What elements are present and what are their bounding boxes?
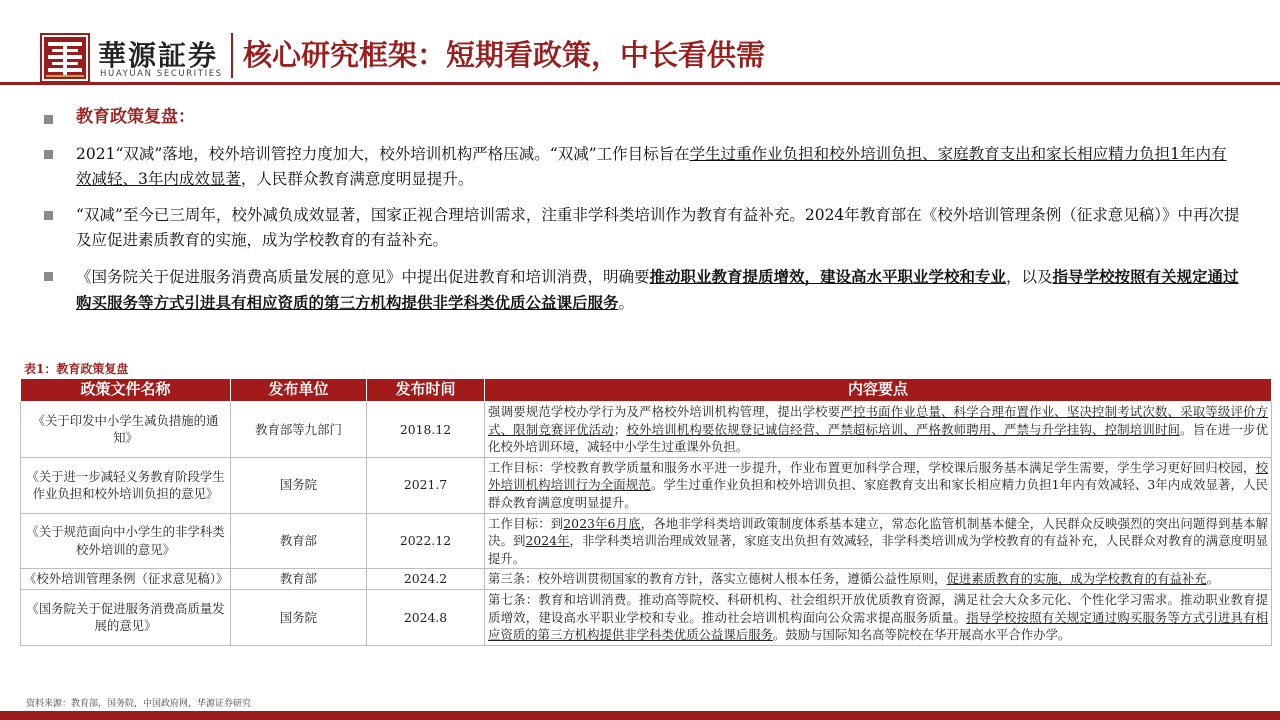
table-row xyxy=(21,457,1272,513)
policy-unit: 教育部等九部门 xyxy=(231,402,367,458)
bullet-square-icon xyxy=(44,150,53,159)
policy-content xyxy=(485,569,1272,590)
bullet-3-text-mid: ，以及 xyxy=(1006,268,1053,286)
bullet-square-icon xyxy=(44,272,53,281)
policy-name: 《关于规范面向中小学生的非学科类校外培训的意见》 xyxy=(21,513,231,569)
section-heading: 教育政策复盘： xyxy=(76,107,195,127)
bullet-1-text: 2021“双减”落地，校外培训管控力度加大，校外培训机构严格压减。“双减”工作目标旨在 xyxy=(76,145,690,163)
policy-content xyxy=(485,457,1272,513)
bullet-1 xyxy=(76,142,1241,192)
page-title: 核心研究框架：短期看政策，中长看供需 xyxy=(243,38,766,72)
table-caption: 表1：教育政策复盘 xyxy=(24,362,129,376)
table-row xyxy=(21,402,1272,458)
policy-date: 2022.12 xyxy=(367,513,485,569)
content-text: ； xyxy=(613,421,627,437)
table-header-row xyxy=(21,379,1272,402)
content-text: 第七条：教育和培训消费。推动高等院校、科研机构、社会组织开放优质教育资源，满足社会大众多元化、个性化学习需求。推动职业教育提质增效，建设高水平职业学校和专业。推动社会培训机构面向公众需求提高服务质量。 xyxy=(488,591,1268,625)
policy-name: 《校外培训管理条例（征求意见稿）》 xyxy=(21,569,231,590)
header-divider xyxy=(231,33,233,78)
bullet-3-underlined-1: 推动职业教育提质增效，建设高水平职业学校和专业 xyxy=(649,267,1007,286)
bullet-3 xyxy=(76,264,1241,316)
brand-name-en: HUAYUAN SECURITIES xyxy=(100,69,223,79)
content-underlined: 2023年6月底 xyxy=(563,515,641,531)
content-underlined: 指导学校按照有关规定通过购买服务等方式引进具有相应资质的第三方机构提供非学科类优质公益课后服务 xyxy=(488,609,1269,643)
bullet-square-icon xyxy=(44,115,53,124)
content-text: 工作目标：到 xyxy=(488,515,564,531)
brand-name-cn: 華源証券 xyxy=(98,39,219,72)
policy-date: 2024.8 xyxy=(367,589,485,645)
policy-table xyxy=(20,378,1272,646)
table-row xyxy=(21,513,1272,569)
policy-date: 2018.12 xyxy=(367,402,485,458)
column-header-date: 发布时间 xyxy=(367,379,485,402)
content-text: 。鼓励与国际知名高等院校在华开展高水平合作办学。 xyxy=(772,627,1071,643)
policy-unit: 国务院 xyxy=(231,457,367,513)
policy-unit: 国务院 xyxy=(231,589,367,645)
header-rule xyxy=(0,82,1280,85)
policy-content xyxy=(485,402,1272,458)
content-text: 工作目标：学校教育教学质量和服务水平进一步提升，作业布置更加科学合理，学校课后服务基本满足学生需要，学生学习更好回归校园， xyxy=(488,459,1256,475)
content-text: 。旨在进一步优化校外培训环境，减轻中小学生过重课外负担。 xyxy=(488,421,1269,455)
bullet-heading xyxy=(76,105,1241,130)
bullet-1-text-end: ，人民群众教育满意度明显提升。 xyxy=(240,170,474,188)
policy-date: 2024.2 xyxy=(367,569,485,590)
content-underlined: 校外培训机构培训行为全面规范 xyxy=(488,459,1268,493)
content-text: 第三条：校外培训贯彻国家的教育方针，落实立德树人根本任务，遵循公益性原则， xyxy=(488,571,947,587)
source-note: 资料来源：教育部，国务院，中国政府网，华源证券研究 xyxy=(26,699,252,709)
column-header-content: 内容要点 xyxy=(485,379,1272,402)
policy-unit: 教育部 xyxy=(231,569,367,590)
content-underlined: 严控书面作业总量、科学合理布置作业、坚决控制考试次数、采取等级评价方式、限制竞赛评优活动 xyxy=(488,404,1269,437)
policy-name: 《关于进一步减轻义务教育阶段学生作业负担和校外培训负担的意见》 xyxy=(21,457,231,513)
bullet-square-icon xyxy=(44,211,53,220)
policy-content xyxy=(485,589,1272,645)
huayuan-seal-logo-icon xyxy=(40,33,90,83)
content-text: ，各地非学科类培训政策制度体系基本建立，常态化监管机制基本健全，人民群众反映强烈的突出问题得到基本解决。到 xyxy=(488,515,1269,549)
bullet-1-underlined: 学生过重作业负担和校外培训负担、家庭教育支出和家长相应精力负担1年内有效减轻、3年内成效显著 xyxy=(76,145,1227,188)
policy-date: 2021.7 xyxy=(367,457,485,513)
content-underlined: 校外培训机构要依规登记诚信经营、严禁超标培训、严格教师聘用、严禁与升学挂钩、控制培训时间 xyxy=(626,421,1181,437)
table-row xyxy=(21,589,1272,645)
content-text: ，非学科类培训治理成效显著，家庭支出负担有效减轻，非学科类培训成为学校教育的有益补充，人民群众对教育的满意度明显提升。 xyxy=(488,533,1269,566)
content-text: 。 xyxy=(1206,571,1220,587)
bullet-3-underlined-2: 指导学校按照有关规定通过购买服务等方式引进具有相应资质的第三方机构提供非学科类优质公益课后服务 xyxy=(76,267,1239,312)
policy-content xyxy=(485,513,1272,569)
table-row xyxy=(21,569,1272,590)
page-header xyxy=(0,0,1280,86)
bullet-3-text: 《国务院关于促进服务消费高质量发展的意见》中提出促进教育和培训消费，明确要 xyxy=(76,268,650,286)
content-text: 。学生过重作业负担和校外培训负担、家庭教育支出和家长相应精力负担1年内有效减轻、3年内成效显著，人民群众教育满意度明显提升。 xyxy=(488,477,1268,510)
content-underlined: 2024年 xyxy=(525,533,570,549)
column-header-name: 政策文件名称 xyxy=(21,379,231,402)
policy-name: 《国务院关于促进服务消费高质量发展的意见》 xyxy=(21,589,231,645)
column-header-unit: 发布单位 xyxy=(231,379,367,402)
bullet-2-text: “双减”至今已三周年，校外减负成效显著，国家正视合理培训需求，注重非学科类培训作为教育有益补充。2024年教育部在《校外培训管理条例（征求意见稿）》中再次提及应促进素质教育的实施，成为学校教育的有益补充。 xyxy=(76,206,1240,249)
bullet-2 xyxy=(76,203,1241,253)
policy-name: 《关于印发中小学生减负措施的通知》 xyxy=(21,402,231,458)
content-underlined: 促进素质教育的实施，成为学校教育的有益补充 xyxy=(946,571,1207,587)
content-text: 强调要规范学校办学行为及严格校外培训机构管理，提出学校要 xyxy=(488,404,841,419)
footer-bar xyxy=(0,711,1280,720)
policy-unit: 教育部 xyxy=(231,513,367,569)
bullet-3-text-end: 。 xyxy=(618,294,635,312)
